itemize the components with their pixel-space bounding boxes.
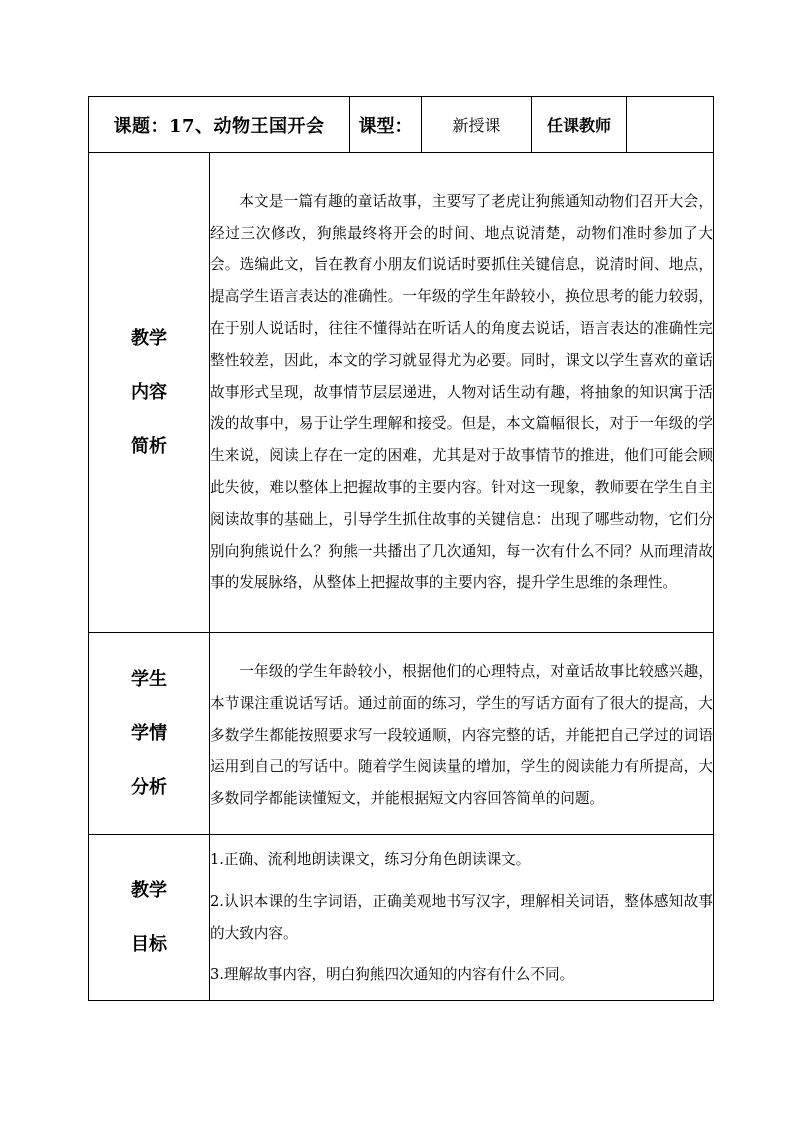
label-line: 简析 [131,435,167,457]
label-line: 教学 [131,879,167,901]
goal-item: 1.正确、流利地朗读课文，练习分角色朗读课文。 [210,850,531,868]
lesson-type-label: 课型： [350,97,422,153]
content-analysis-row [89,153,714,633]
content-analysis-text: 本文是一篇有趣的童话故事，主要写了老虎让狗熊通知动物们召开大会，经过三次修改，狗熊最终将开会的时间、地点说清楚，动物们准时参加了大会。选编此文，旨在教育小朋友们说话时要抓住关键信息，说清时间、地点，提高学生语言表达的准确性。一年级的学生年龄较小，换位思考的能力较弱，在于别人说话时，往往不懂得站在听话人的角度去说话，语言表达的准确性完整性较差，因此，本文的学习就显得尤为必要。同时，课文以学生喜欢的童话故事形式呈现，故事情节层层递进，人物对话生动有趣，将抽象的知识寓于活泼的故事中，易于让学生理解和接受。但是，本文篇幅很长，对于一年级的学生来说，阅读上存在一定的困难，尤其是对于故事情节的推进，他们可能会顾此失彼，难以整体上把握故事的主要内容。针对这一现象，教师要在学生自主阅读故事的基础上，引导学生抓住故事的关键信息：出现了哪些动物，它们分别向狗熊说什么？狗熊一共播出了几次通知，每一次有什么不同？从而理清故事的发展脉络，从整体上把握故事的主要内容，提升学生思维的条理性。 [210,153,714,633]
student-analysis-row [89,633,714,835]
label-line: 内容 [131,381,167,403]
label-line: 教学 [131,327,167,349]
teaching-goals-list [210,835,714,1001]
label-line: 目标 [131,933,167,955]
label-line: 分析 [131,776,167,798]
teaching-goals-label [89,835,210,1001]
goal-item: 2.认识本课的生字词语，正确美观地书写汉字，理解相关词语，整体感知故事的大致内容。 [210,892,713,942]
content-analysis-label [89,153,210,633]
goal-item: 3.理解故事内容，明白狗熊四次通知的内容有什么不同。 [210,966,575,984]
label-line: 学生 [131,668,167,690]
label-line: 学情 [131,722,167,744]
lesson-plan-table [88,96,714,1001]
student-analysis-label [89,633,210,835]
student-analysis-text: 一年级的学生年龄较小，根据他们的心理特点，对童话故事比较感兴趣，本节课注重说话写话。通过前面的练习，学生的写话方面有了很大的提高，大多数学生都能按照要求写一段较通顺，内容完整的话，并能把自己学过的词语运用到自己的写话中。随着学生阅读量的增加，学生的阅读能力有所提高，大多数同学都能读懂短文，并能根据短文内容回答简单的问题。 [210,633,714,835]
header-row [89,97,714,153]
lesson-title: 课题：17、动物王国开会 [89,97,350,153]
lesson-type-value: 新授课 [422,97,532,153]
teacher-value [627,97,714,153]
teaching-goals-row [89,835,714,1001]
teacher-label: 任课教师 [532,97,627,153]
